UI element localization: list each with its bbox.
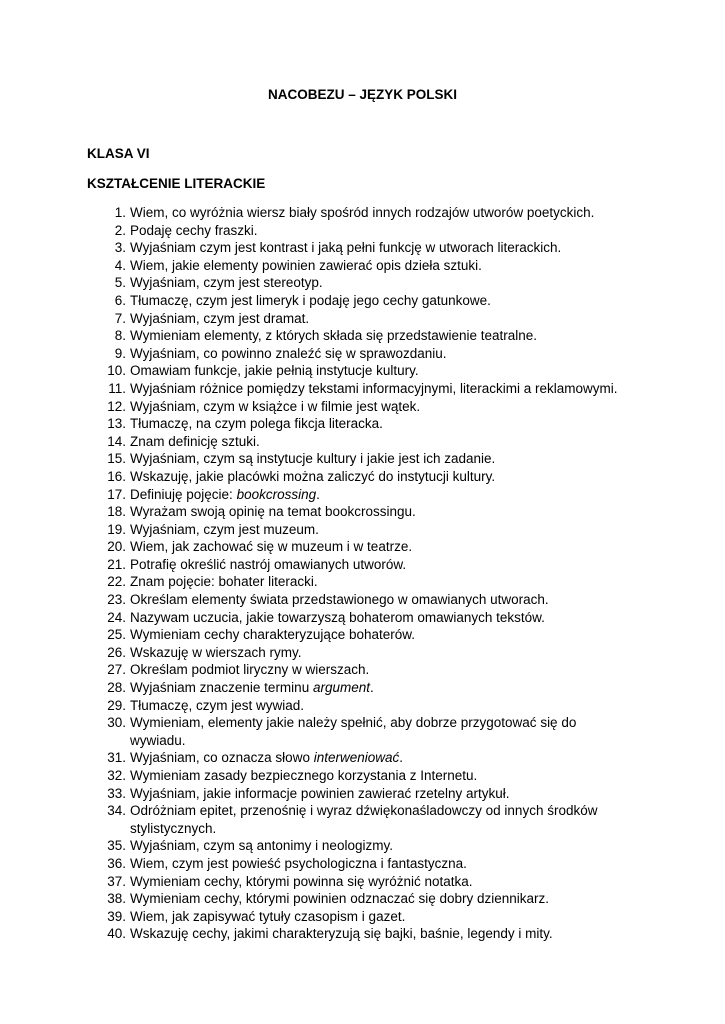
list-item [0,415,725,433]
list-item-number: 8. [114,328,126,344]
list-item-number: 25. [107,627,126,643]
list-item-number: 2. [114,222,126,238]
list-item-number: 34. [107,803,126,819]
list-item-number: 12. [107,398,126,414]
list-item-text: Wiem, jak zachować się w muzeum i w teatrze. [130,539,413,555]
list-item-text: Wskazuję w wierszach rymy. [130,644,302,660]
list-item-number: 15. [107,451,126,467]
list-item-number: 39. [107,908,126,924]
list-item-text-part: Definiuję pojęcie: [130,486,237,502]
list-item [0,486,725,504]
list-item-number: 7. [114,310,126,326]
list-item [0,556,725,574]
list-item-number: 38. [107,891,126,907]
list-item-number: 18. [107,504,126,520]
list-item-number: 28. [107,680,126,696]
list-item-number: 4. [114,257,126,273]
list-item-text: Wymieniam cechy, którymi powinna się wyróżnić notatka. [130,873,473,889]
list-item-text: Wiem, czym jest powieść psychologiczna i fantastyczna. [130,855,467,871]
list-item-number: 30. [107,715,126,731]
list-item-text: Wiem, jakie elementy powinien zawierać opis dzieła sztuki. [130,257,482,273]
list-item-text: Określam podmiot liryczny w wierszach. [130,662,370,678]
list-item-text: Określam elementy świata przedstawionego w omawianych utworach. [130,592,549,608]
list-item-number: 24. [107,609,126,625]
list-item-text: Wymieniam cechy, którymi powinien odznaczać się dobry dziennikarz. [130,891,550,907]
list-item-number: 26. [107,644,126,660]
list-item [0,380,725,398]
list-item-text: Wyjaśniam, czym w książce i w filmie jest wątek. [130,398,421,414]
list-item-text: Wymieniam, elementy jakie należy spełnić, aby dobrze przygotować się do wywiadu. [130,715,577,748]
list-item-number: 21. [107,556,126,572]
list-item-number: 29. [107,697,126,713]
list-item [0,257,725,275]
list-item-text: Nazywam uczucia, jakie towarzyszą bohaterom omawianych tekstów. [130,609,545,625]
list-item-text: Wymieniam zasady bezpiecznego korzystania z Internetu. [130,768,478,783]
requirements-list [0,204,725,943]
list-item-text: Wyjaśniam, czym są antonimy i neologizmy. [130,838,393,854]
list-item [0,873,725,891]
list-item [0,362,725,380]
list-item [0,714,725,749]
list-item-number: 31. [107,750,126,766]
list-item [0,433,725,451]
list-item-text: Wiem, co wyróżnia wiersz biały spośród innych rodzajów utworów poetyckich. [130,205,595,220]
list-item-text: Wyjaśniam, czym jest stereotyp. [130,275,323,291]
list-item [0,591,725,609]
list-item-text: Wyjaśniam, czym jest muzeum. [130,521,319,537]
list-item-text: Tłumaczę, na czym polega fikcja literacka. [130,416,383,432]
list-item [0,679,725,697]
list-item-number: 32. [107,768,126,783]
list-item-text: Wyjaśniam czym jest kontrast i jaką pełni funkcję w utworach literackich. [130,240,562,256]
list-item [0,538,725,556]
list-item-number: 14. [107,433,126,449]
list-item-italic-term: bookcrossing [236,486,317,502]
list-item [0,292,725,310]
list-item [0,327,725,345]
document-title: NACOBEZU – JĘZYK POLSKI [267,87,458,102]
list-item-text: Podaję cechy fraszki. [130,222,258,238]
list-item-text: Znam pojęcie: bohater literacki. [130,574,318,590]
list-item [0,890,725,908]
list-item [0,802,725,837]
list-item-text-part: . [316,486,320,502]
list-item-italic-term: argument [312,680,370,696]
list-item-number: 19. [107,521,126,537]
list-item-number: 9. [114,345,126,361]
list-item-text: Odróżniam epitet, przenośnię i wyraz dźwiękonaśladowczy od innych środków stylistycznych. [130,803,598,836]
list-item-text: Tłumaczę, czym jest limeryk i podaję jego cechy gatunkowe. [130,292,491,308]
list-item-text-part: . [370,680,374,696]
list-item [0,644,725,662]
list-item-number: 16. [107,468,126,484]
list-item [0,345,725,363]
list-item-number: 6. [114,292,126,308]
list-item [0,785,725,803]
list-item-text: Wyjaśniam, co powinno znaleźć się w sprawozdaniu. [130,345,447,361]
list-item-text-part: Wyjaśniam znaczenie terminu [130,680,313,696]
list-item-text: Wyjaśniam, jakie informacje powinien zawierać rzetelny artykuł. [130,785,510,801]
list-item-number: 1. [114,205,126,220]
list-item-number: 27. [107,662,126,678]
list-item [0,239,725,257]
list-item [0,697,725,715]
list-item-text: Wymieniam cechy charakteryzujące bohaterów. [130,627,416,643]
list-item [0,925,725,943]
list-item [0,749,725,767]
list-item-number: 3. [114,240,126,256]
list-item-text-part: . [399,750,404,766]
list-item [0,450,725,468]
list-item-text: Tłumaczę, czym jest wywiad. [130,697,305,713]
list-item [0,855,725,873]
list-item [0,609,725,627]
list-item [0,274,725,292]
list-item-text: Wymieniam elementy, z których składa się przedstawienie teatralne. [130,328,538,344]
list-item-number: 11. [108,380,126,396]
list-item [0,222,725,240]
list-item-number: 10. [107,363,126,379]
list-item-text: Wskazuję, jakie placówki można zaliczyć do instytucji kultury. [130,468,496,484]
list-item-text: Omawiam funkcje, jakie pełnią instytucje kultury. [130,363,419,379]
list-item-italic-term: interweniować [313,750,400,766]
list-item-number: 33. [107,785,126,801]
list-item-text: Wskazuję cechy, jakimi charakteryzują się bajki, baśnie, legendy i mity. [130,926,553,942]
list-item [0,661,725,679]
list-item [0,908,725,926]
list-item-number: 37. [107,873,126,889]
list-item-text: Potrafię określić nastrój omawianych utworów. [130,556,407,572]
list-item [0,310,725,328]
section-heading: KSZTAŁCENIE LITERACKIE [87,176,266,191]
list-item-number: 40. [107,926,126,942]
list-item-text [130,750,403,765]
list-item-number: 22. [107,574,126,590]
list-item-text: Wiem, jak zapisywać tytuły czasopism i gazet. [130,908,406,924]
list-item-text: Znam definicję sztuki. [130,433,260,449]
list-item-text [130,487,320,502]
list-item [0,503,725,521]
list-item-number: 20. [107,539,126,555]
list-item-text: Wyrażam swoją opinię na temat bookcrossingu. [130,504,416,520]
list-item-number: 5. [114,275,126,291]
list-item-text: Wyjaśniam, czym jest dramat. [130,310,310,326]
list-item-text [130,680,374,695]
list-item [0,573,725,591]
list-item [0,767,725,785]
list-item-number: 23. [107,592,126,608]
list-item-text: Wyjaśniam, czym są instytucje kultury i jakie jest ich zadanie. [130,451,496,467]
list-item [0,398,725,416]
list-item-text: Wyjaśniam różnice pomiędzy tekstami informacyjnymi, literackimi a reklamowymi. [130,380,618,396]
list-item [0,204,725,222]
list-item-number: 17. [107,486,126,502]
list-item-text-part: Wyjaśniam, co oznacza słowo [130,750,314,766]
list-item [0,626,725,644]
list-item-number: 36. [107,855,126,871]
list-item-number: 35. [107,838,126,854]
list-item [0,521,725,539]
class-heading: KLASA VI [87,146,150,161]
list-item [0,837,725,855]
list-item [0,468,725,486]
list-item-number: 13. [107,416,126,432]
